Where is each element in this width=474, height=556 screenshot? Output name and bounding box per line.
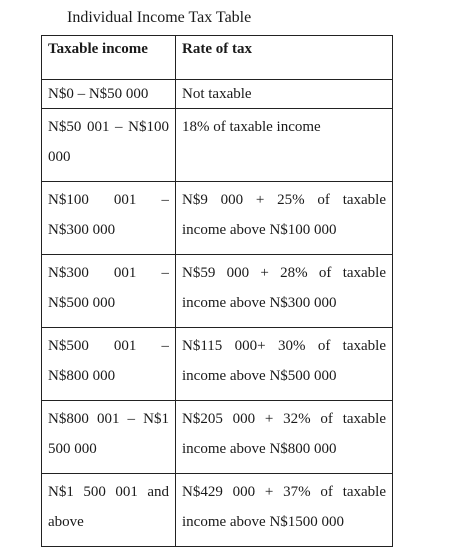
cell-line: income above N$300 000 (182, 295, 337, 311)
taxable-income-cell (42, 182, 176, 255)
taxable-income-cell (42, 474, 176, 547)
cell-line: N$205 000 + 32% of taxable (182, 411, 386, 427)
table-row (42, 255, 393, 328)
rate-of-tax-cell (176, 328, 393, 401)
cell-line: Not taxable (182, 86, 252, 102)
rate-of-tax-cell (176, 401, 393, 474)
cell-line: income above N$800 000 (182, 441, 337, 457)
column-header-taxable-income: Taxable income (42, 36, 176, 80)
cell-line: above (48, 514, 84, 530)
cell-line: income above N$500 000 (182, 368, 337, 384)
cell-line: N$50 001 – N$100 (48, 119, 169, 135)
rate-of-tax-cell (176, 474, 393, 547)
cell-line: N$300 000 (48, 222, 116, 238)
rate-of-tax-cell (176, 182, 393, 255)
header-row (42, 36, 393, 80)
cell-line: 000 (48, 149, 71, 165)
cell-line: N$1 500 001 and (48, 484, 169, 500)
taxable-income-cell (42, 401, 176, 474)
cell-line: income above N$100 000 (182, 222, 337, 238)
cell-line: N$800 000 (48, 368, 116, 384)
cell-line: N$429 000 + 37% of taxable (182, 484, 386, 500)
taxable-income-cell (42, 328, 176, 401)
cell-line: N$100 001 – (48, 192, 169, 208)
cell-line: N$500 001 – (48, 338, 169, 354)
table-row (42, 401, 393, 474)
cell-line: N$300 001 – (48, 265, 169, 281)
cell-line: N$115 000+ 30% of taxable (182, 338, 386, 354)
column-header-rate-of-tax: Rate of tax (176, 36, 393, 80)
rate-of-tax-cell (176, 255, 393, 328)
table-caption: Individual Income Tax Table (67, 9, 252, 26)
cell-line: N$0 – N$50 000 (48, 86, 149, 102)
rate-of-tax-cell (176, 109, 393, 182)
table-row (42, 80, 393, 109)
cell-line: income above N$1500 000 (182, 514, 345, 530)
table-row (42, 474, 393, 547)
table-row (42, 109, 393, 182)
taxable-income-cell (42, 255, 176, 328)
cell-line: N$9 000 + 25% of taxable (182, 192, 386, 208)
table-row (42, 182, 393, 255)
taxable-income-cell (42, 80, 176, 109)
table-row (42, 328, 393, 401)
cell-line: N$59 000 + 28% of taxable (182, 265, 386, 281)
taxable-income-cell (42, 109, 176, 182)
income-tax-table (41, 35, 393, 547)
cell-line: 500 000 (48, 441, 97, 457)
cell-line: N$800 001 – N$1 (48, 411, 169, 427)
rate-of-tax-cell (176, 80, 393, 109)
cell-line: 18% of taxable income (182, 119, 321, 135)
cell-line: N$500 000 (48, 295, 116, 311)
